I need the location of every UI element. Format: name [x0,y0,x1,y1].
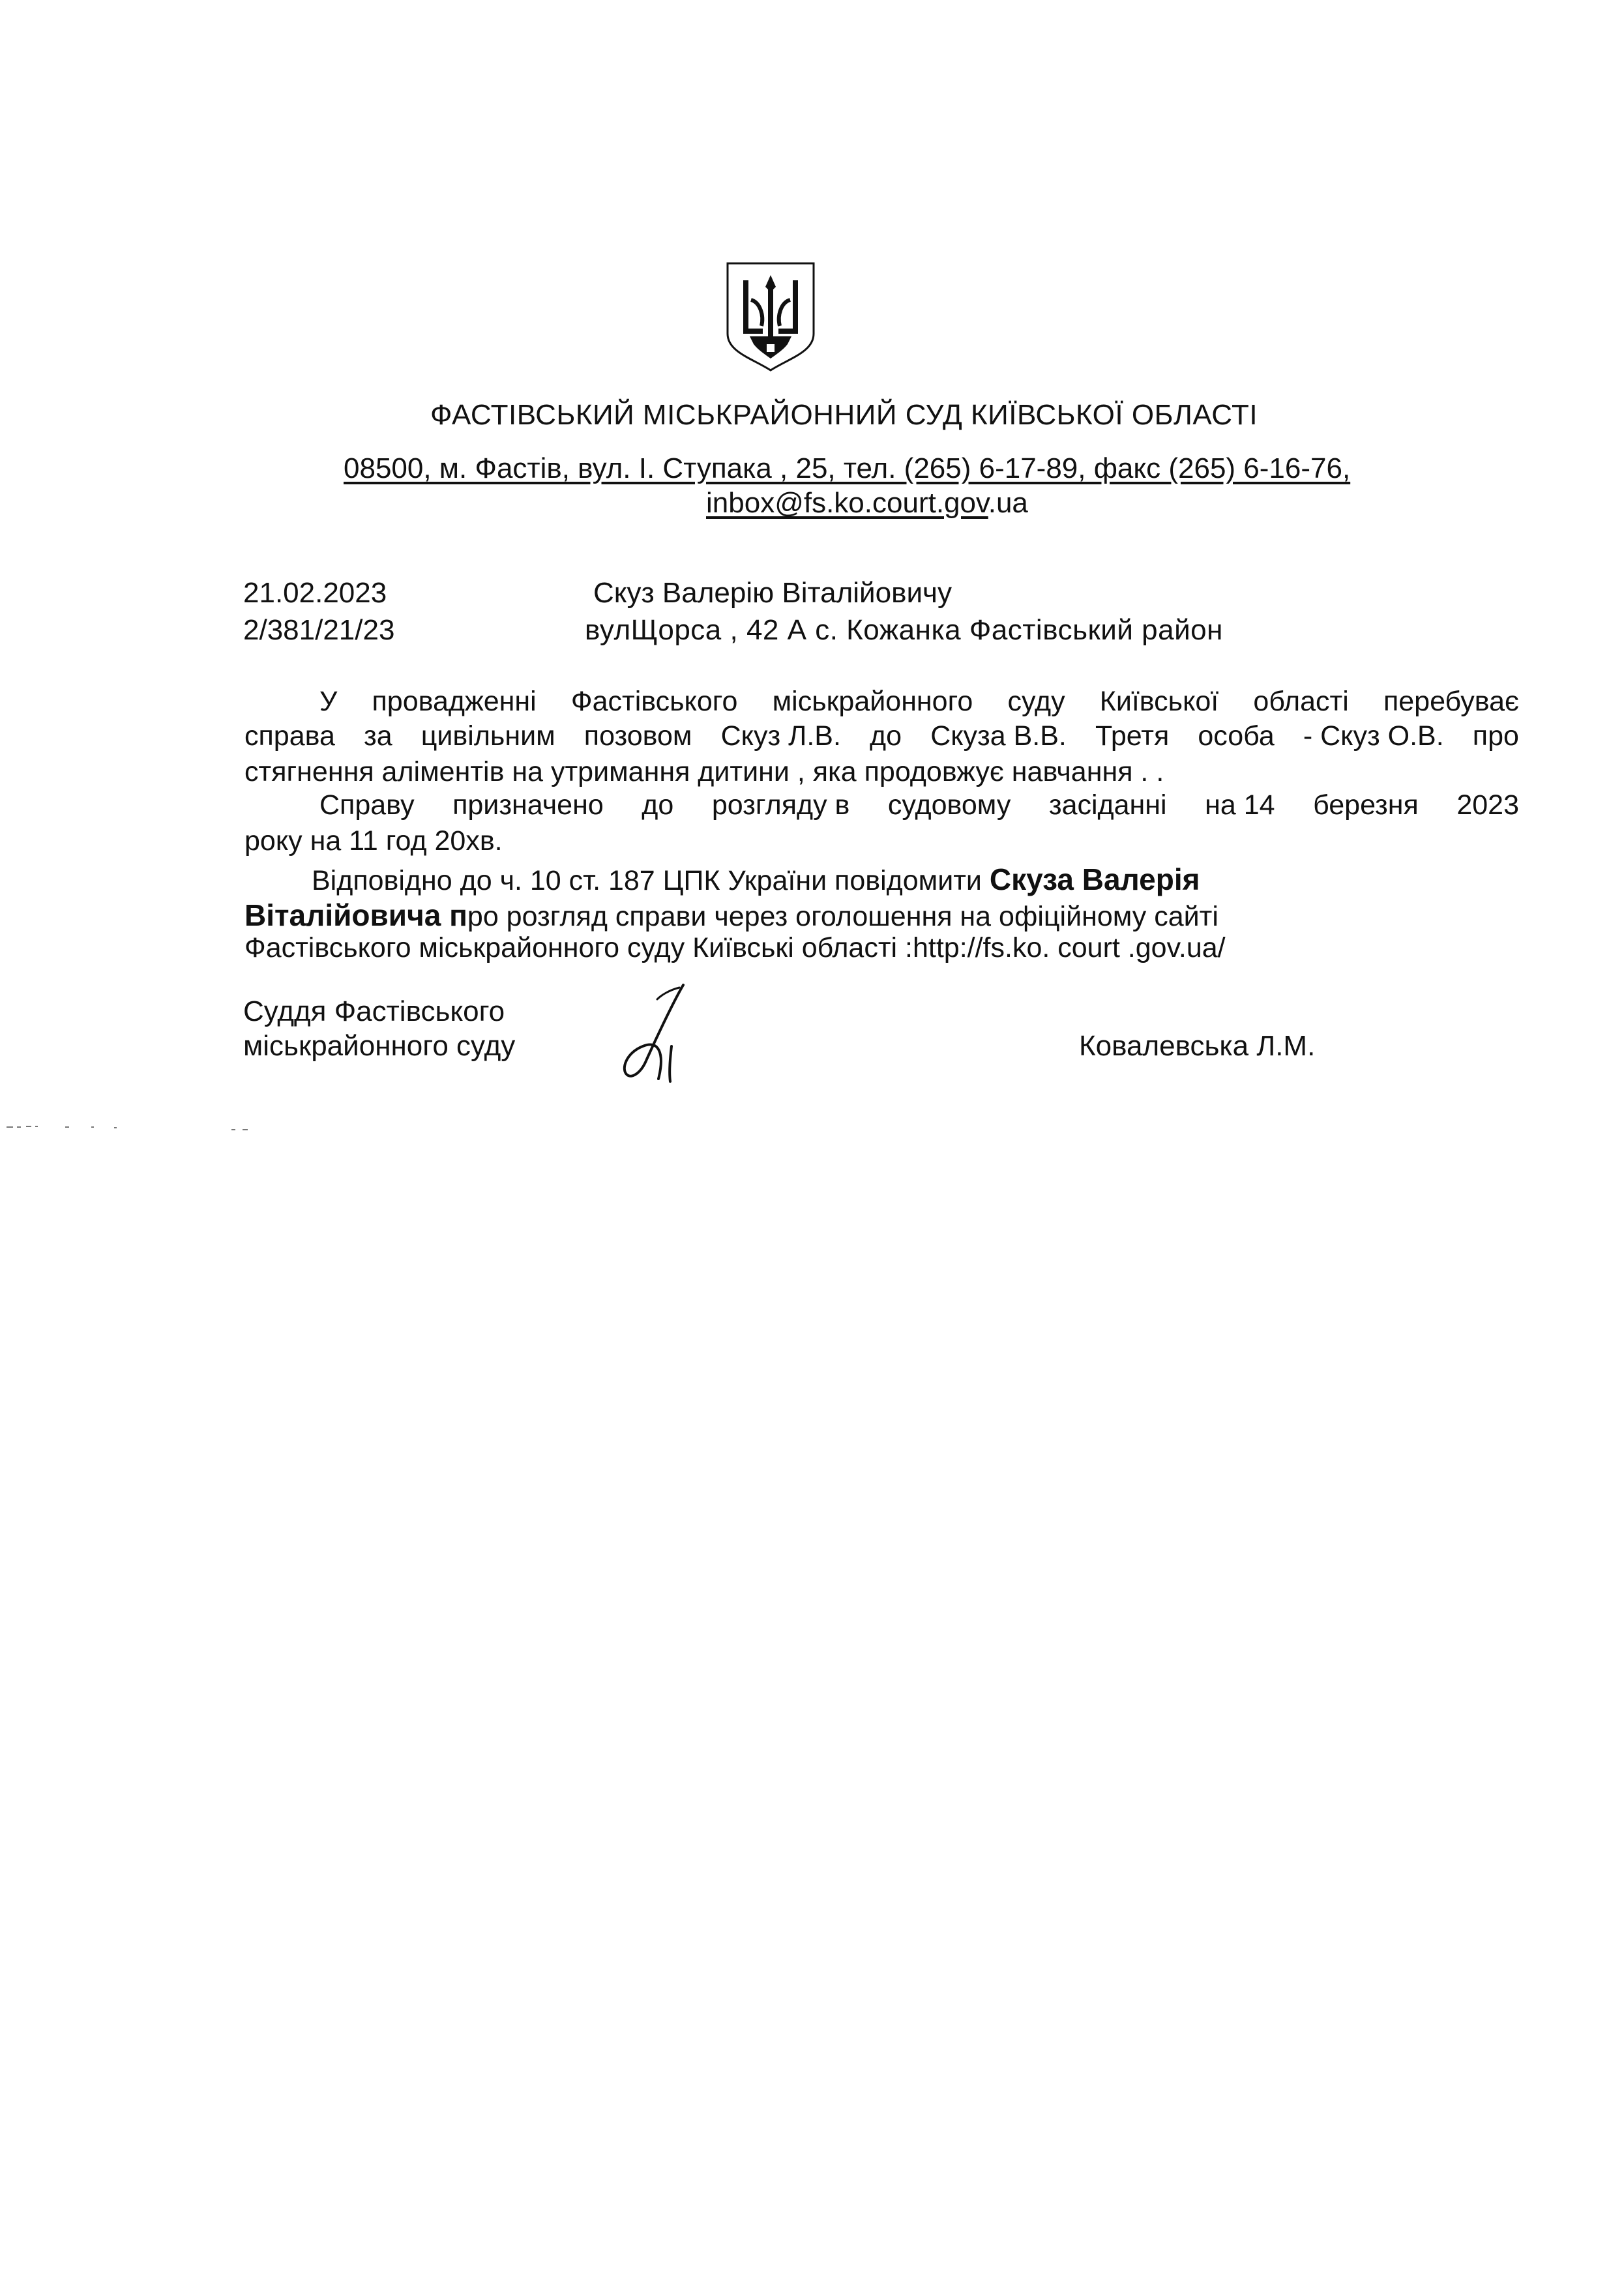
paragraph-3-line-1 [312,862,1200,897]
recipient-address: вулЩорса , 42 А с. Кожанка Фастівський район [585,614,1223,646]
word: Справу [319,789,415,821]
word: засіданні [1048,789,1167,821]
email-link[interactable]: inbox@fs.ko.court.gov [706,487,988,519]
word: У [319,686,338,717]
word: 2023 [1456,789,1519,821]
word: березня [1313,789,1419,821]
word: цивільним [421,720,555,752]
word: до [642,789,674,821]
word: міськрайонного [772,686,973,717]
court-address: 08500, м. Фастів, вул. І. Ступака , 25, тел. (265) 6-17-89, факс (265) 6-16-76, [344,452,1351,484]
word: - Скуз О.В. [1303,720,1444,752]
word: розгляду в [711,789,850,821]
paragraph-1-line-1 [319,688,1519,716]
email-suffix: .ua [988,487,1028,519]
paragraph-3-line-3: Фастівського міськрайонного суду Київські області :http://fs.ko. court .gov.ua/ [244,932,1226,963]
word: на 14 [1205,789,1275,821]
court-email[interactable] [706,487,1028,520]
paragraph-2-line-1 [319,791,1519,819]
judge-title-line-2: міськрайонного суду [243,1030,516,1062]
word: за [364,720,392,752]
judge-title-line-1: Суддя Фастівського [243,995,505,1027]
word: Київської [1099,686,1219,717]
word: Фастівського [570,686,738,717]
word: особа [1198,720,1275,752]
court-name: ФАСТІВСЬКИЙ МІСЬКРАЙОННИЙ СУД КИЇВСЬКОЇ ОБЛАСТІ [430,399,1258,431]
scan-noise [0,1121,274,1134]
paragraph-1-line-2 [244,722,1519,750]
word: перебуває [1383,686,1519,717]
case-number: 2/381/21/23 [243,614,395,646]
word: суду [1007,686,1065,717]
paragraph-3-line-2 [244,898,1218,933]
word: призначено [452,789,604,821]
word: Скуз Л.В. [720,720,841,752]
judge-name: Ковалевська Л.М. [1079,1030,1316,1062]
paragraph-3-line-1-text: Відповідно до ч. 10 ст. 187 ЦПК України повідомити [312,865,990,896]
word: справа [244,720,335,752]
defendant-name-bold: Скуза Валерія [989,862,1200,896]
word: Третя [1095,720,1170,752]
word: області [1253,686,1349,717]
recipient-name: Скуз Валерію Віталійовичу [593,577,952,609]
word: про [1472,720,1519,752]
coat-of-arms-icon [724,261,818,373]
document-date: 21.02.2023 [243,577,387,609]
paragraph-3-line-2-text: ро розгляд справи через оголошення на офіційному сайті [467,901,1218,932]
handwritten-signature-icon [606,981,698,1085]
word: до [870,720,902,752]
word: позовом [583,720,692,752]
word: Скуза В.В. [930,720,1067,752]
defendant-patronymic-bold: Віталійовича п [244,898,467,932]
word: судовому [887,789,1011,821]
paragraph-1-line-3: стягнення аліментів на утримання дитини , яка продовжує навчання . . [244,756,1164,787]
paragraph-2-line-2: року на 11 год 20хв. [244,825,503,857]
word: провадженні [372,686,537,717]
